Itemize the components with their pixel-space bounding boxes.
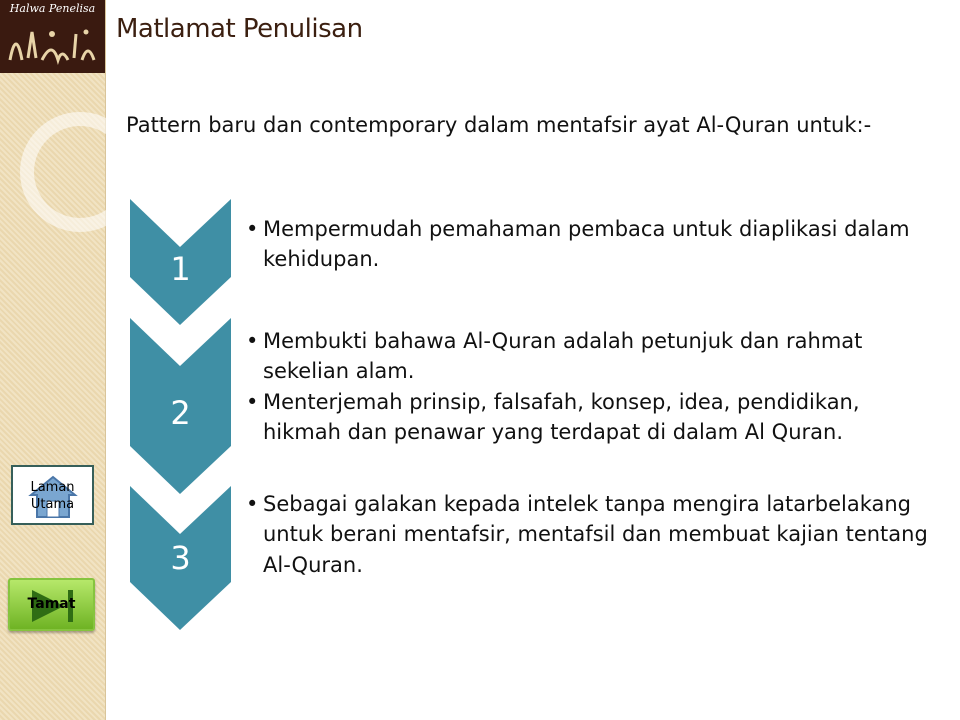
home-label-line1: Laman [30,480,75,495]
bullet-text: Menterjemah prinsip, falsafah, konsep, idea, pendidikan, hikmah dan penawar yang terdapat di dalam Al Quran. [263,389,860,445]
home-button[interactable] [11,465,94,525]
intro-text: Pattern baru dan contemporary dalam mentafsir ayat Al-Quran untuk:- [126,113,872,137]
bullet-item: • Mempermudah pemahaman pembaca untuk diaplikasi dalam kehidupan. [246,217,910,272]
end-button[interactable] [8,578,95,631]
bullet-item: • Menterjemah prinsip, falsafah, konsep, idea, pendidikan, hikmah dan penawar yang terdapat di dalam Al Quran. [246,389,860,445]
step-2-text [246,326,936,448]
calligraphy-logo-icon [6,20,99,68]
logo-caption: Halwa Penelisa [9,2,96,15]
decorative-ring [20,112,140,232]
step-2-number: 2 [170,394,191,432]
step-3-number: 3 [170,539,191,577]
bullet-text: Membukti bahawa Al-Quran adalah petunjuk dan rahmat sekelian alam. [263,329,863,384]
home-label-line2: Utama [30,497,75,512]
bullet-text: Sebagai galakan kepada intelek tanpa mengira latarbelakang untuk berani mentafsir, mentafsil dan membuat kajian tentang Al-Quran. [263,492,928,577]
bullet-item: • Membukti bahawa Al-Quran adalah petunjuk dan rahmat sekelian alam. [246,329,863,384]
logo [0,0,105,73]
step-1-number: 1 [170,250,191,288]
page-title: Matlamat Penulisan [116,14,363,44]
home-button-label [13,479,92,513]
bullet-text: Mempermudah pemahaman pembaca untuk diaplikasi dalam kehidupan. [263,217,910,272]
step-3-text [246,489,936,580]
step-1-text [246,214,936,275]
end-button-label: Tamat [27,596,76,612]
bullet-item: • Sebagai galakan kepada intelek tanpa mengira latarbelakang untuk berani mentafsir, mentafsil dan membuat kajian tentang Al-Quran. [246,492,928,577]
